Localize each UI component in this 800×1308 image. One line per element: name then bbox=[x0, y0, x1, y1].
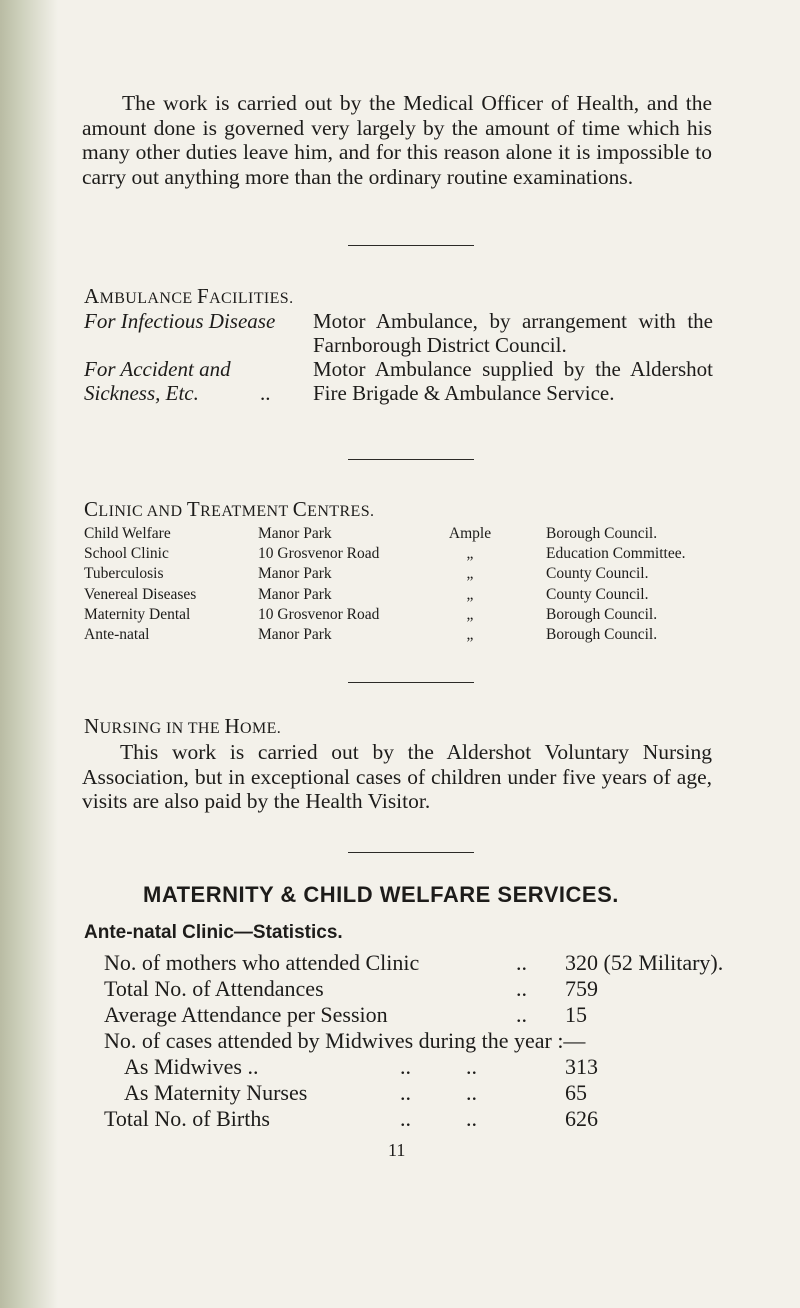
intro-paragraph: The work is carried out by the Medical Officer of Health, and the amount done is governed very largely by the amount of time which his many other duties leave him, and for this reason alone it is impossible to carry out anything more than the ordinary routine examinations. bbox=[82, 91, 712, 189]
ante-natal-subheading: Ante-natal Clinic—Statistics. bbox=[84, 922, 343, 943]
page-number: 11 bbox=[388, 1140, 406, 1160]
accident-leader-dots: .. bbox=[260, 381, 271, 405]
table-cell: Ample bbox=[448, 525, 492, 542]
table-cell: Maternity Dental bbox=[84, 605, 191, 623]
table-cell: „ bbox=[466, 565, 474, 583]
heading-initial: C bbox=[292, 497, 308, 521]
heading-initial: A bbox=[84, 284, 100, 308]
table-cell: Child Welfare bbox=[84, 525, 171, 542]
table-cell: Manor Park bbox=[258, 626, 332, 644]
clinic-authority-column bbox=[546, 524, 685, 645]
heading-initial: C bbox=[84, 497, 99, 521]
table-cell: County Council. bbox=[546, 585, 649, 603]
stat-label: Average Attendance per Session bbox=[104, 1002, 388, 1027]
stat-dots: .. bbox=[516, 1002, 527, 1027]
table-cell: Venereal Diseases bbox=[84, 585, 197, 603]
clinic-heading bbox=[84, 497, 374, 522]
table-cell: „ bbox=[466, 626, 474, 644]
clinic-service-column bbox=[84, 524, 196, 645]
nursing-heading bbox=[84, 714, 281, 739]
table-cell: Education Committee. bbox=[546, 545, 686, 563]
table-cell: Ante-natal bbox=[84, 626, 150, 644]
heading-initial: H bbox=[224, 714, 241, 738]
heading-initial: F bbox=[196, 284, 210, 308]
table-cell: Borough Council. bbox=[546, 605, 658, 623]
stat-label: Total No. of Births bbox=[104, 1106, 270, 1131]
stat-value: 65 bbox=[565, 1080, 587, 1105]
stat-value: 313 bbox=[565, 1054, 598, 1079]
stat-value: 15 bbox=[565, 1002, 587, 1027]
table-cell: „ bbox=[466, 585, 474, 603]
stat-label: No. of mothers who attended Clinic bbox=[104, 950, 420, 975]
heading-smallcaps: ENTRES. bbox=[307, 503, 375, 520]
table-cell: 10 Grosvenor Road bbox=[258, 605, 380, 623]
stat-dots: .. .. bbox=[400, 1054, 477, 1079]
ambulance-heading bbox=[84, 284, 294, 309]
stat-dots: .. bbox=[516, 950, 527, 975]
table-cell: Borough Council. bbox=[546, 626, 658, 644]
stat-label: Total No. of Attendances bbox=[104, 976, 324, 1001]
heading-smallcaps: OME. bbox=[240, 720, 282, 737]
stat-dots: .. .. bbox=[400, 1080, 477, 1105]
midwives-intro: No. of cases attended by Midwives during the year :— bbox=[104, 1028, 586, 1053]
nursing-paragraph: This work is carried out by the Aldershot Voluntary Nursing Association, but in exceptional cases of children under five years of age, visits are also paid by the Health Visitor. bbox=[82, 740, 712, 813]
section-divider bbox=[348, 852, 474, 853]
table-cell: Manor Park bbox=[258, 525, 332, 542]
heading-smallcaps: ACILITIES. bbox=[209, 290, 294, 307]
clinic-location-column bbox=[258, 524, 379, 645]
maternity-heading: MATERNITY & CHILD WELFARE SERVICES. bbox=[143, 882, 619, 907]
infectious-disease-label: For Infectious Disease bbox=[84, 309, 276, 333]
infectious-disease-text: Motor Ambulance, by arrangement with the Farnborough District Council. bbox=[313, 309, 713, 357]
heading-smallcaps: REATMENT bbox=[200, 503, 293, 520]
heading-smallcaps: MBULANCE bbox=[99, 290, 197, 307]
table-cell: 10 Grosvenor Road bbox=[258, 545, 380, 563]
section-divider bbox=[348, 245, 474, 246]
table-cell: Tuberculosis bbox=[84, 565, 164, 583]
table-cell: Borough Council. bbox=[546, 525, 658, 542]
accident-text: Motor Ambulance supplied by the Aldershot Fire Brigade & Ambulance Service. bbox=[313, 357, 713, 405]
stat-dots: .. bbox=[516, 976, 527, 1001]
table-cell: School Clinic bbox=[84, 545, 169, 563]
heading-initial: T bbox=[186, 497, 201, 521]
clinic-accommodation-column bbox=[440, 524, 500, 645]
accident-label-line1: For Accident and bbox=[84, 357, 231, 381]
heading-smallcaps: URSING IN THE bbox=[99, 720, 225, 737]
heading-initial: N bbox=[84, 714, 100, 738]
stat-value: 320 (52 Military). bbox=[565, 950, 724, 975]
table-cell: County Council. bbox=[546, 565, 649, 583]
table-cell: „ bbox=[466, 605, 474, 623]
table-cell: Manor Park bbox=[258, 565, 332, 583]
heading-smallcaps: LINIC AND bbox=[98, 503, 187, 520]
table-cell: „ bbox=[466, 545, 474, 563]
stat-value: 626 bbox=[565, 1106, 598, 1131]
stat-dots: .. .. bbox=[400, 1106, 477, 1131]
stat-label: As Midwives .. bbox=[124, 1054, 259, 1079]
table-cell: Manor Park bbox=[258, 585, 332, 603]
accident-label-line2: Sickness, Etc. bbox=[84, 381, 199, 405]
section-divider bbox=[348, 682, 474, 683]
section-divider bbox=[348, 459, 474, 460]
stat-label: As Maternity Nurses bbox=[124, 1080, 308, 1105]
stat-value: 759 bbox=[565, 976, 598, 1001]
